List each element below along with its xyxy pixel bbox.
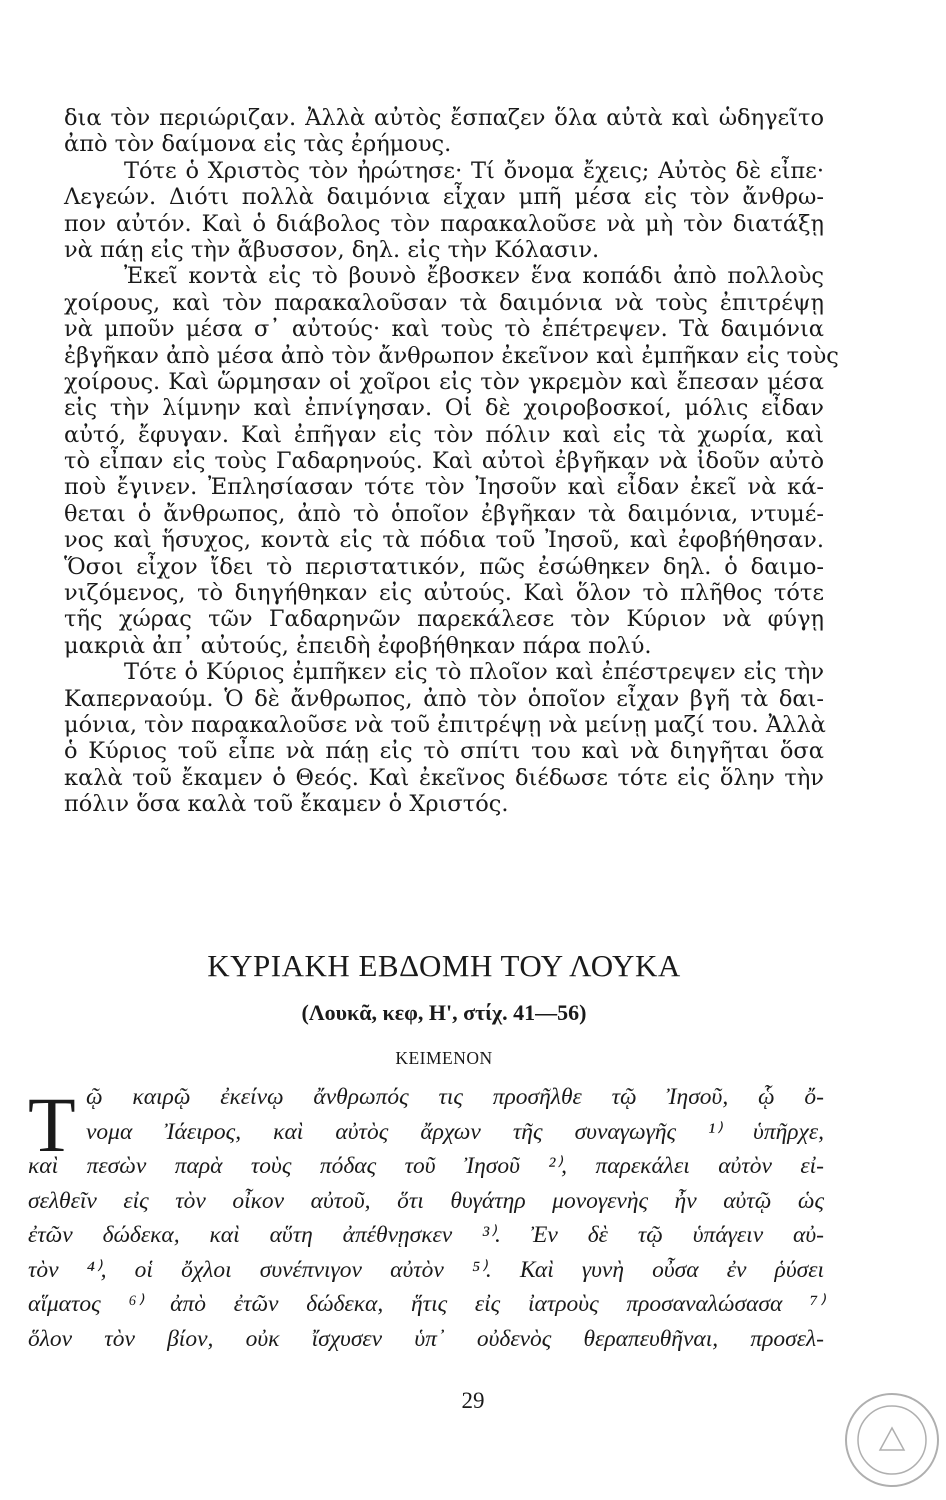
reading-line: ῷ καιρῷ ἐκείνῳ ἄνθρωπός τις προσῆλθε τῷ Ἰησοῦ, ᾧ ὄ- bbox=[86, 1084, 824, 1110]
drop-cap: Τ bbox=[28, 1081, 76, 1168]
text-line: Τότε ὁ Κύριος ἐμπῆκεν εἰς τὸ πλοῖον καὶ ἐπέστρεψεν εἰς τὴν bbox=[124, 659, 824, 686]
text-line: πόλιν ὅσα καλὰ τοῦ ἔκαμεν ὁ Χριστός. bbox=[64, 791, 509, 818]
text-line: τῆς χώρας τῶν Γαδαρηνῶν παρεκάλεσε τὸν Κύριον νὰ φύγῃ bbox=[64, 606, 824, 633]
text-line: τὸ εἶπαν εἰς τοὺς Γαδαρηνούς. Καὶ αὐτοὶ ἐβγῆκαν νὰ ἰδοῦν αὐτὸ bbox=[64, 448, 824, 475]
section-reference: (Λουκᾶ, κεφ, Η', στίχ. 41—56) bbox=[301, 1000, 587, 1025]
page-number: 29 bbox=[461, 1388, 485, 1413]
text-line: θεται ὁ ἄνθρωπος, ἀπὸ τὸ ὁποῖον ἐβγῆκαν τὰ δαιμόνια, ντυμέ- bbox=[64, 500, 824, 527]
text-line: αὐτό, ἔφυγαν. Καὶ ἐπῆγαν εἰς τὸν πόλιν καὶ εἰς τὰ χωρία, καὶ bbox=[64, 421, 824, 448]
text-line: χοίρους, καὶ τὸν παρακαλοῦσαν τὰ δαιμόνια νὰ τοὺς ἐπιτρέψῃ bbox=[64, 289, 824, 316]
text-line: νος καὶ ἥσυχος, κοντὰ εἰς τὰ πόδια τοῦ Ἰησοῦ, καὶ ἐφοβήθησαν. bbox=[64, 527, 824, 554]
reading-line: νομα Ἰάειρος, καὶ αὐτὸς ἄρχων τῆς συναγωγῆς ¹⁾ ὑπῆρχε, bbox=[86, 1118, 824, 1145]
text-line: νὰ πάῃ εἰς τὴν ἄβυσσον, δηλ. εἰς τὴν Κόλασιν. bbox=[64, 236, 600, 263]
reading-text bbox=[28, 1080, 824, 1356]
text-line: πον αὐτόν. Καὶ ὁ διάβολος τὸν παρακαλοῦσε νὰ μὴ τὸν διατάξῃ bbox=[64, 210, 824, 237]
reading-line: ὅλον τὸν βίον, οὐκ ἴσχυσεν ὑπ᾽ οὐδενὸς θεραπευθῆναι, προσελ- bbox=[28, 1325, 824, 1352]
text-line: χοίρους. Καὶ ὥρμησαν οἱ χοῖροι εἰς τὸν γκρεμὸν καὶ ἔπεσαν μέσα bbox=[64, 368, 824, 395]
text-line: Ὅσοι εἶχον ἴδει τὸ περιστατικόν, πῶς ἐσώθηκεν δηλ. ὁ δαιμο- bbox=[64, 553, 824, 580]
reading-line: ἐτῶν δώδεκα, καὶ αὕτη ἀπέθνῃσκεν ³⁾. Ἐν δὲ τῷ ὑπάγειν αὐ- bbox=[28, 1222, 824, 1248]
reading-line: καὶ πεσὼν παρὰ τοὺς πόδας τοῦ Ἰησοῦ ²⁾, παρεκάλει αὐτὸν εἰ- bbox=[28, 1153, 824, 1179]
section-title: ΚΥΡΙΑΚΗ ΕΒΔΟΜΗ ΤΟΥ ΛΟΥΚΑ bbox=[207, 948, 681, 983]
reading-line: τὸν ⁴⁾, οἱ ὄχλοι συνέπνιγον αὐτὸν ⁵⁾. Καὶ γυνὴ οὖσα ἐν ῥύσει bbox=[28, 1256, 824, 1283]
text-line: δια τὸν περιώριζαν. Ἀλλὰ αὐτὸς ἔσπαζεν ὅλα αὐτὰ καὶ ὡδηγεῖτο bbox=[64, 105, 824, 131]
text-line: Ἐκεῖ κοντὰ εἰς τὸ βουνὸ ἔβοσκεν ἕνα κοπάδι ἀπὸ πολλοὺς bbox=[124, 263, 824, 290]
body-text bbox=[64, 105, 839, 818]
text-line: νιζόμενος, τὸ διηγήθηκαν εἰς αὐτούς. Καὶ ὅλον τὸ πλῆθος τότε bbox=[64, 580, 824, 607]
text-line: ἀπὸ τὸν δαίμονα εἰς τὰς ἐρήμους. bbox=[64, 131, 452, 158]
section-label: ΚΕΙΜΕΝΟΝ bbox=[395, 1048, 493, 1068]
text-line: νὰ μποῦν μέσα σ᾽ αὐτούς· καὶ τοὺς τὸ ἐπέτρεψεν. Τὰ δαιμόνια bbox=[64, 316, 824, 343]
text-line: μακριὰ ἀπ᾽ αὐτούς, ἐπειδὴ ἐφοβήθηκαν πάρα πολύ. bbox=[64, 632, 652, 659]
text-line: μόνια, τὸν παρακαλοῦσε νὰ τοῦ ἐπιτρέψῃ νὰ μείνῃ μαζί του. Ἀλλὰ bbox=[64, 711, 826, 738]
text-line: Τότε ὁ Χριστὸς τὸν ἠρώτησε· Τί ὄνομα ἔχεις; Αὐτὸς δὲ εἶπε· bbox=[124, 157, 824, 184]
text-line: ὁ Κύριος τοῦ εἶπε νὰ πάῃ εἰς τὸ σπίτι του καὶ νὰ διηγῆται ὅσα bbox=[64, 738, 824, 765]
library-stamp-icon bbox=[840, 1388, 944, 1492]
text-line: Λεγεών. Διότι πολλὰ δαιμόνια εἶχαν μπῆ μέσα εἰς τὸν ἄνθρω- bbox=[64, 184, 824, 211]
reading-line: αἵματος ⁶⁾ ἀπὸ ἐτῶν δώδεκα, ἥτις εἰς ἰατροὺς προσαναλώσασα ⁷⁾ bbox=[28, 1291, 824, 1317]
text-line: Καπερναούμ. Ὁ δὲ ἄνθρωπος, ἀπὸ τὸν ὁποῖον εἶχαν βγῆ τὰ δαι- bbox=[64, 685, 824, 712]
text-line: ἐβγῆκαν ἀπὸ μέσα ἀπὸ τὸν ἄνθρωπον ἐκεῖνον καὶ ἐμπῆκαν εἰς τοὺς bbox=[64, 342, 839, 369]
text-line: καλὰ τοῦ ἔκαμεν ὁ Θεός. Καὶ ἐκεῖνος διέδωσε τότε εἰς ὅλην τὴν bbox=[64, 764, 824, 791]
reading-line: σελθεῖν εἰς τὸν οἶκον αὐτοῦ, ὅτι θυγάτηρ μονογενὴς ἦν αὐτῷ ὡς bbox=[28, 1187, 824, 1214]
text-line: εἰς τὴν λίμνην καὶ ἐπνίγησαν. Οἱ δὲ χοιροβοσκοί, μόλις εἶδαν bbox=[64, 395, 824, 422]
text-line: ποὺ ἔγινεν. Ἐπλησίασαν τότε τὸν Ἰησοῦν καὶ εἶδαν ἐκεῖ νὰ κά- bbox=[64, 474, 824, 501]
